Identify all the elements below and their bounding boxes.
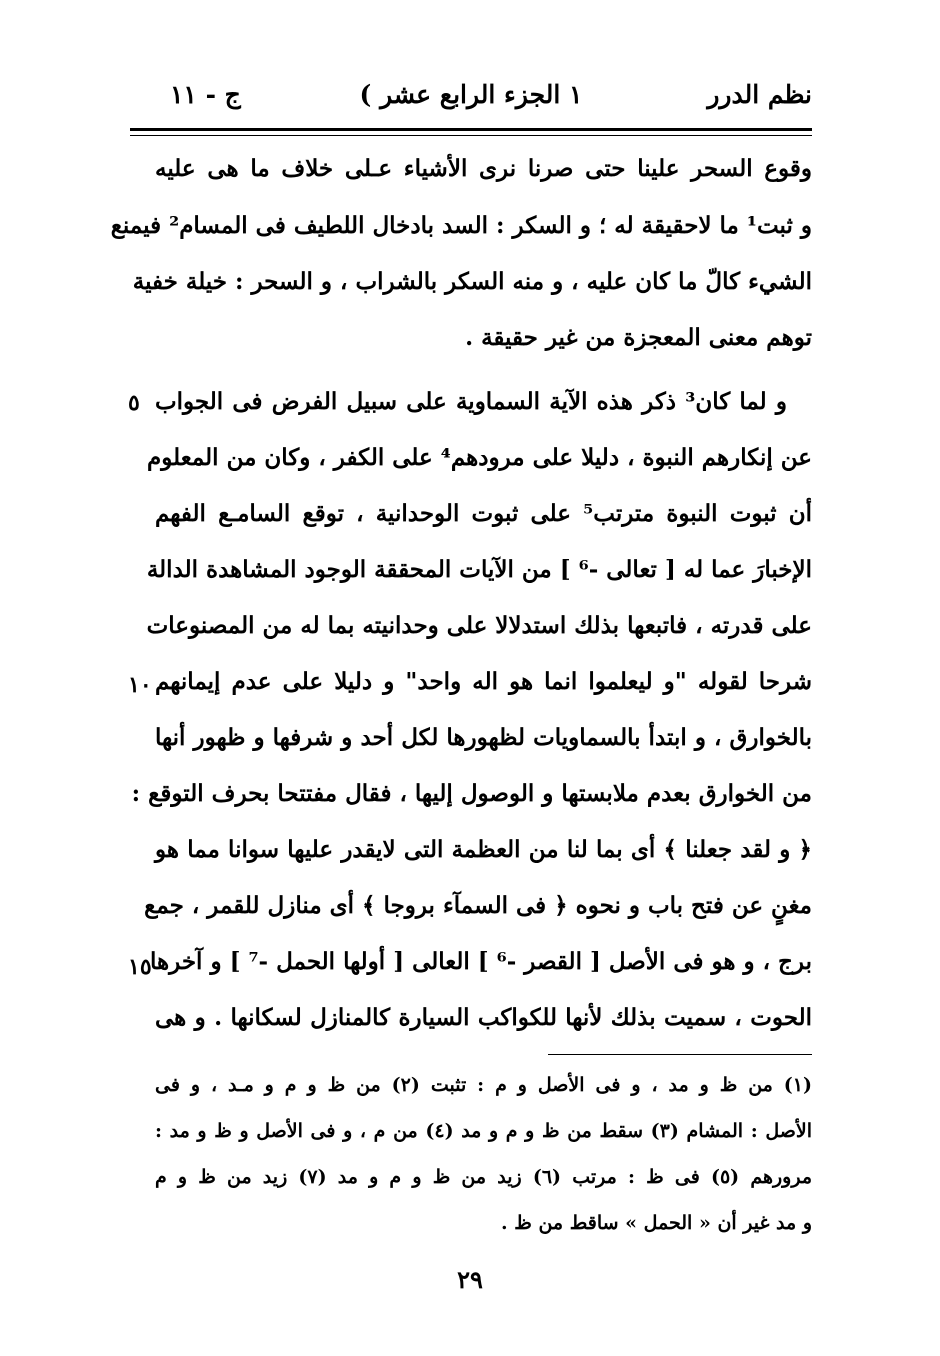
footnote-line: مرورهم (٥) فى ظ : مرتب (٦) زيد من ظ و م و مد (٧) زيد من ظ و م [155,1166,813,1188]
header-book-title: نظم الدرر [707,80,812,109]
footnote-rule [548,1054,812,1055]
body-line: على قدرته ، فاتبعها بذلك استدلالا على وحدانيته بما له من المصنوعات [146,612,812,639]
body-line: أن ثبوت النبوة مترتب⁵ على ثبوت الوحدانية ، توقع السامـع الفهم [155,500,812,527]
body-line: مغنٍ عن فتح باب و نحوه ﴿ فى السمآء بروجا ﴾ أى منازل للقمر ، جمع [144,892,812,919]
body-line: برج ، و هو فى الأصل [ القصر -⁶ ] العالى [ أولها الحمل -⁷ ] و آخرها [150,948,812,975]
running-header [130,80,812,120]
line-number-5: ٥ [128,390,140,416]
body-line: الشيء كالّ ما كان عليه ، و منه السكر بالشراب ، و السحر : خيلة خفية [132,268,812,295]
footnote-line: الأصل : المشام (٣) سقط من ظ و م و مد (٤) من م ، و فى الأصل و ظ و مد : [155,1120,812,1142]
body-line: شرحا لقوله "و ليعلموا انما هو اله واحد" و دليلا على عدم إيمانهم [155,668,812,695]
header-part-title: ١ الجزء الرابع عشر ) [359,80,583,109]
body-line: وقوع السحر علينا حتى صرنا نرى الأشياء عـلى خلاف ما هى عليه [155,155,813,182]
body-line: الإخبارَ عما له [ تعالى -⁶ ] من الآيات المحققة الوجود المشاهدة الدالة [146,556,812,583]
body-line: من الخوارق بعدم ملابستها و الوصول إليها ، فقال مفتتحا بحرف التوقع : [131,780,812,807]
footnote-line: و مد غير أن « الحمل » ساقط من ظ . [501,1212,812,1234]
header-rule-thin [130,135,812,136]
header-rule-thick [130,128,812,131]
header-volume: ج - ١١ [170,80,241,109]
body-line: و ثبت¹ ما لاحقيقة له ؛ و السكر : السد بادخال اللطيف فى المسام² فيمنع [110,212,812,239]
body-line: ﴿ و لقد جعلنا ﴾ أى بما لنا من العظمة التى لايقدر عليها سوانا مما هو [155,836,812,863]
footnote-line: (١) من ظ و مد ، و فى الأصل و م : تثبت (٢) من ظ و م و مـد ، و فى [155,1074,812,1096]
line-number-15: ١٥ [128,954,152,980]
body-line: و لما كان³ ذكر هذه الآية السماوية على سبيل الفرض فى الجواب [155,388,787,415]
page-number: ٢٩ [457,1265,483,1294]
line-number-10: ١٠ [128,672,152,698]
body-line: الحوت ، سميت بذلك لأنها للكواكب السيارة كالمنازل لسكانها . و هى [155,1004,812,1031]
body-line: عن إنكارهم النبوة ، دليلا على مرودهم⁴ على الكفر ، وكان من المعلوم [147,444,812,471]
body-line: توهم معنى المعجزة من غير حقيقة . [465,324,812,351]
body-line: بالخوارق ، و ابتدأ بالسماويات لظهورها لكل أحد و شرفها و ظهور أنها [155,724,812,751]
